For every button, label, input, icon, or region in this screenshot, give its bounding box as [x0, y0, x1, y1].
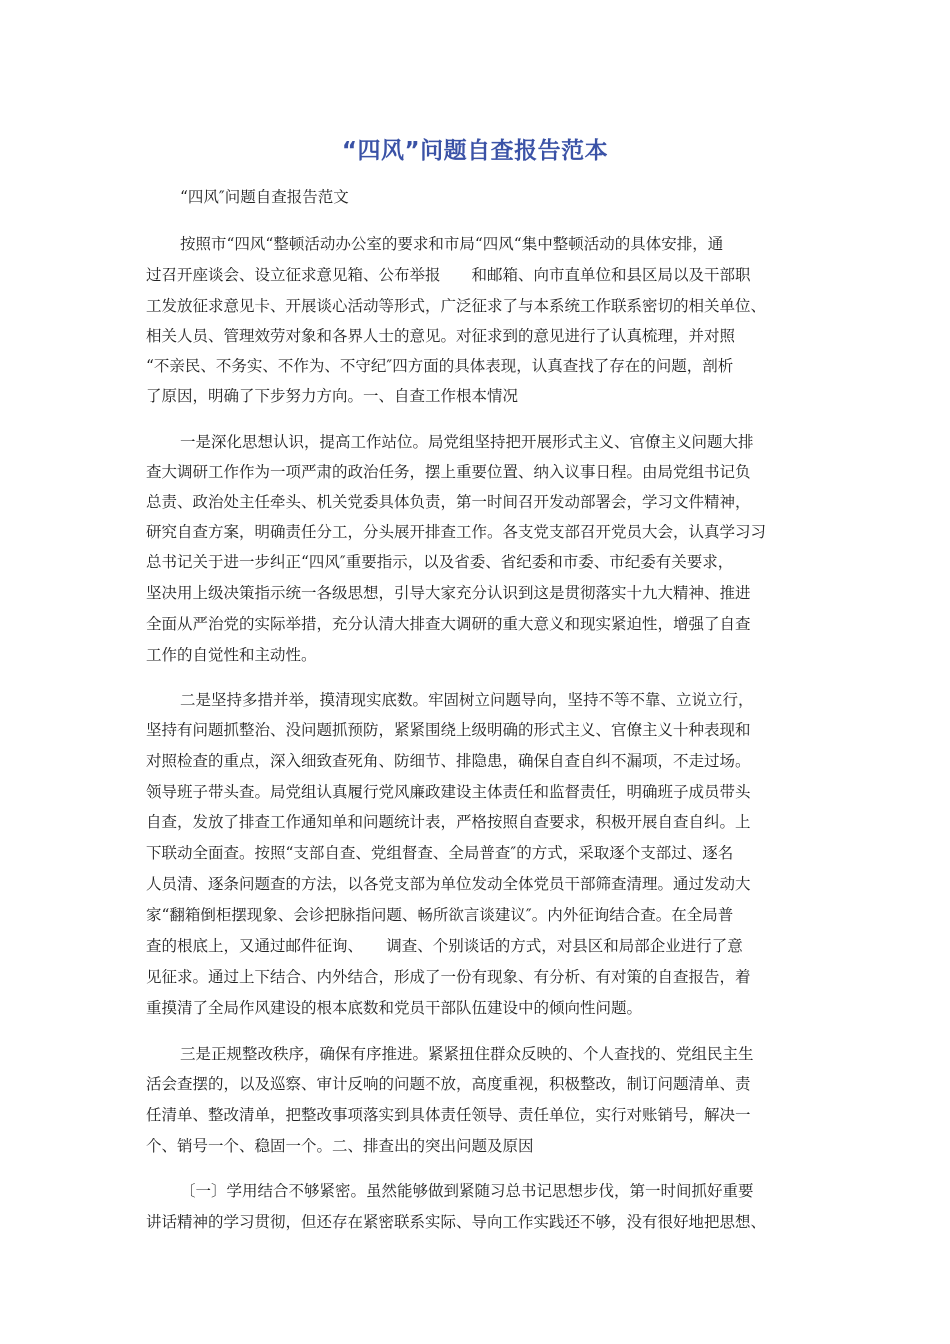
text-line: 见征求。通过上下结合、内外结合，形成了一份有现象、有分析、有对策的自查报告，着 [146, 968, 751, 986]
text-line: 三是正规整改秩序，确保有序推进。紧紧扭住群众反映的、个人查找的、党组民主生 [180, 1045, 754, 1063]
text-line: 研究自查方案，明确责任分工，分头展开排查工作。各支党支部召开党员大会，认真学习习 [146, 523, 767, 541]
text-line: 对照检查的重点，深入细致查死角、防细节、排隐患，确保自查自纠不漏项，不走过场。 [146, 752, 751, 770]
text-line: 二是坚持多措并举，摸清现实底数。牢固树立问题导向，坚持不等不靠、立说立行， [180, 691, 754, 709]
subtitle-line: “四风″问题自查报告范文 [180, 188, 349, 206]
text-line: 工作的自觉性和主动性。 [146, 646, 317, 664]
text-line: 个、销号一个、稳固一个。二、排查出的突出问题及原因 [146, 1137, 534, 1155]
page-title: “四风”问题自查报告范本 [341, 138, 609, 164]
text-line: 讲话精神的学习贯彻，但还存在紧密联系实际、导向工作实践还不够，没有很好地把思想、 [146, 1213, 767, 1231]
text-line: 一是深化思想认识，提高工作站位。局党组坚持把开展形式主义、官僚主义问题大排 [180, 433, 754, 451]
text-line: “不亲民、不务实、不作为、不守纪″四方面的具体表现，认真查找了存在的问题，剖析 [146, 357, 734, 375]
text-line: 下联动全面查。按照“支部自查、党组督查、全局普查″的方式，采取逐个支部过、逐名 [146, 844, 734, 862]
text-line: 重摸清了全局作风建设的根本底数和党员干部队伍建设中的倾向性问题。 [146, 999, 643, 1017]
text-line: 领导班子带头查。局党组认真履行党风廉政建设主体责任和监督责任，明确班子成员带头 [146, 783, 751, 801]
text-line: 过召开座谈会、设立征求意见箱、公布举报 和邮箱、向市直单位和县区局以及干部职 [146, 266, 751, 284]
text-line: 查的根底上，又通过邮件征询、 调查、个别谈话的方式，对县区和局部企业进行了意 [146, 937, 743, 955]
text-line: 查大调研工作作为一项严肃的政治任务，摆上重要位置、纳入议事日程。由局党组书记负 [146, 463, 751, 481]
text-line: 全面从严治党的实际举措，充分认清大排查大调研的重大意义和现实紧迫性，增强了自查 [146, 615, 751, 633]
text-line: 自查，发放了排查工作通知单和问题统计表，严格按照自查要求，积极开展自查自纠。上 [146, 813, 751, 831]
text-line: 总书记关于进一步纠正“四风″重要指示，以及省委、省纪委和市委、市纪委有关要求， [146, 553, 734, 571]
text-line: 坚决用上级决策指示统一各级思想，引导大家充分认识到这是贯彻落实十九大精神、推进 [146, 584, 751, 602]
text-line: 工发放征求意见卡、开展谈心活动等形式，广泛征求了与本系统工作联系密切的相关单位、 [146, 297, 767, 315]
text-line: 总责、政治处主任牵头、机关党委具体负责，第一时间召开发动部署会，学习文件精神， [146, 493, 751, 511]
text-line: 相关人员、管理效劳对象和各界人士的意见。对征求到的意见进行了认真梳理，并对照 [146, 327, 736, 345]
text-line: 活会查摆的，以及巡察、审计反响的问题不放，高度重视，积极整改，制订问题清单、责 [146, 1075, 751, 1093]
text-line: 家“翻箱倒柜摆现象、会诊把脉指问题、畅所欲言谈建议″。内外征询结合查。在全局普 [146, 906, 734, 924]
text-line: 了原因，明确了下步努力方向。一、自查工作根本情况 [146, 387, 519, 405]
text-line: 按照市“四风“整顿活动办公室的要求和市局“四风“集中整顿活动的具体安排，通 [180, 235, 724, 253]
text-line: 人员清、逐条问题查的方法，以各党支部为单位发动全体党员干部筛查清理。通过发动大 [146, 875, 751, 893]
text-line: 坚持有问题抓整治、没问题抓预防，紧紧围绕上级明确的形式主义、官僚主义十种表现和 [146, 721, 751, 739]
text-line: 〔一〕学用结合不够紧密。虽然能够做到紧随习总书记思想步伐，第一时间抓好重要 [180, 1182, 754, 1200]
text-line: 任清单、整改清单，把整改事项落实到具体责任领导、责任单位，实行对账销号，解决一 [146, 1106, 751, 1124]
